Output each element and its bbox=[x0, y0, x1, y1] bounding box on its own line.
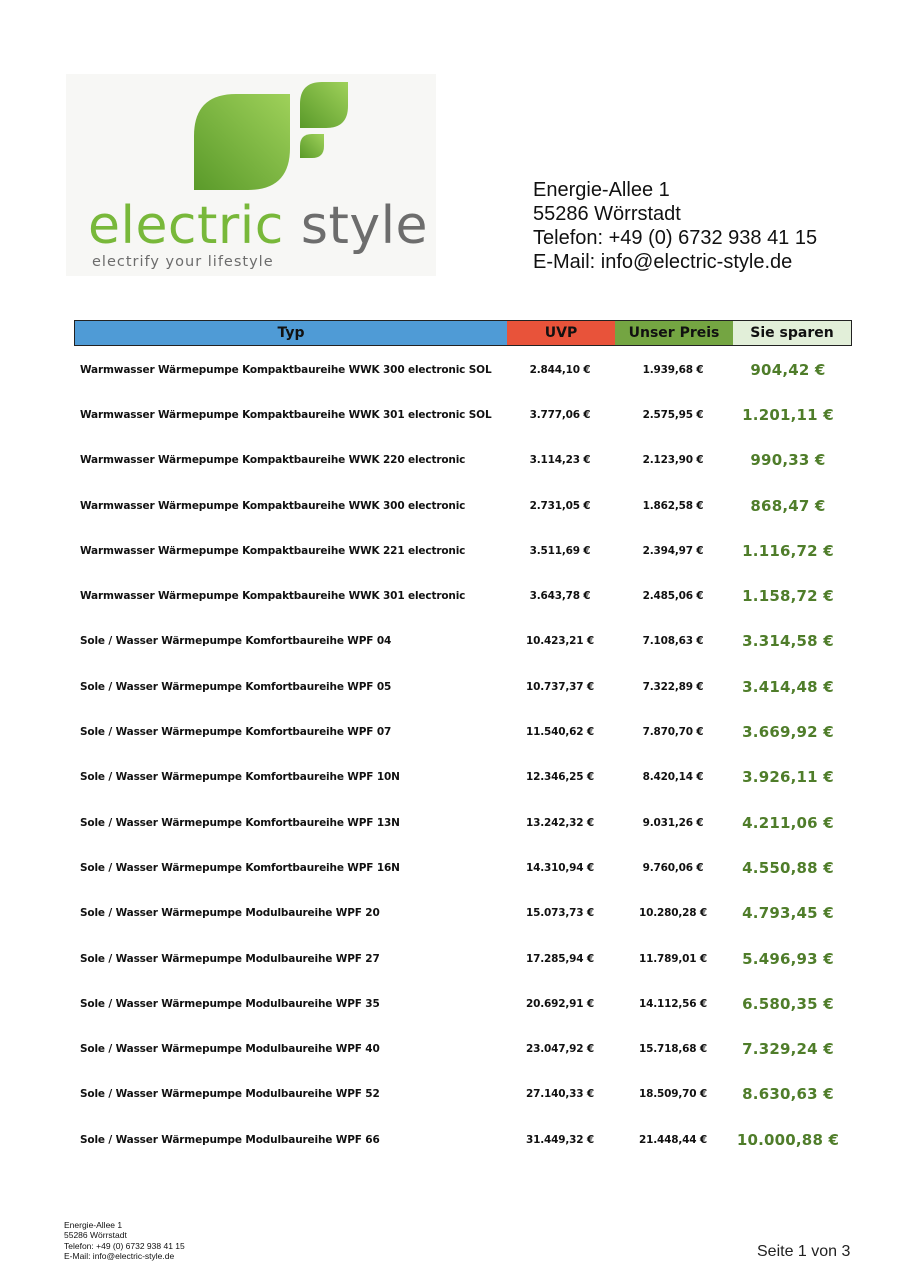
footer-street: Energie-Allee 1 bbox=[64, 1220, 123, 1230]
page-number: Seite 1 von 3 bbox=[757, 1243, 851, 1260]
cell-typ: Warmwasser Wärmepumpe Kompaktbaureihe WWK 300 electronic SOL bbox=[80, 363, 492, 376]
table-row bbox=[74, 1072, 852, 1117]
cell-unser-preis: 7.322,89 € bbox=[642, 680, 704, 693]
cell-typ: Sole / Wasser Wärmepumpe Komfortbaureihe WPF 07 bbox=[80, 726, 392, 739]
price-table bbox=[74, 320, 852, 1162]
cell-uvp: 3.777,06 € bbox=[529, 408, 591, 421]
cell-uvp: 2.844,10 € bbox=[529, 363, 591, 376]
logo-word-electric: electric bbox=[88, 196, 284, 256]
cell-sie-sparen: 4.211,06 € bbox=[742, 813, 834, 832]
cell-typ: Sole / Wasser Wärmepumpe Modulbaureihe WPF 66 bbox=[80, 1133, 380, 1146]
cell-uvp: 10.737,37 € bbox=[526, 680, 594, 693]
address-city: 55286 Wörrstadt bbox=[533, 203, 681, 225]
cell-unser-preis: 2.123,90 € bbox=[642, 454, 704, 467]
cell-uvp: 3.643,78 € bbox=[529, 590, 591, 603]
cell-typ: Warmwasser Wärmepumpe Kompaktbaureihe WWK 301 electronic SOL bbox=[80, 408, 492, 421]
cell-sie-sparen: 4.550,88 € bbox=[742, 858, 834, 877]
table-row bbox=[74, 483, 852, 528]
table-row bbox=[74, 619, 852, 664]
header-sie-sparen: Sie sparen bbox=[733, 321, 851, 345]
cell-typ: Sole / Wasser Wärmepumpe Modulbaureihe WPF 27 bbox=[80, 952, 380, 965]
cell-typ: Sole / Wasser Wärmepumpe Modulbaureihe WPF 40 bbox=[80, 1043, 380, 1056]
table-row bbox=[74, 1117, 852, 1162]
cell-unser-preis: 10.280,28 € bbox=[639, 907, 707, 920]
cell-uvp: 23.047,92 € bbox=[526, 1043, 594, 1056]
table-row bbox=[74, 1026, 852, 1071]
cell-typ: Warmwasser Wärmepumpe Kompaktbaureihe WWK 221 electronic bbox=[80, 544, 466, 557]
cell-uvp: 12.346,25 € bbox=[526, 771, 594, 784]
cell-unser-preis: 21.448,44 € bbox=[639, 1133, 707, 1146]
cell-typ: Sole / Wasser Wärmepumpe Komfortbaureihe WPF 16N bbox=[80, 861, 400, 874]
footer-city: 55286 Wörrstadt bbox=[64, 1230, 127, 1241]
address-street: Energie-Allee 1 bbox=[533, 179, 670, 201]
table-row bbox=[74, 347, 852, 392]
footer-phone: Telefon: +49 (0) 6732 938 41 15 bbox=[64, 1240, 185, 1251]
cell-sie-sparen: 3.414,48 € bbox=[742, 677, 834, 696]
cell-sie-sparen: 7.329,24 € bbox=[742, 1040, 834, 1059]
cell-unser-preis: 2.485,06 € bbox=[642, 590, 704, 603]
cell-unser-preis: 7.870,70 € bbox=[642, 726, 704, 739]
cell-uvp: 3.114,23 € bbox=[529, 454, 591, 467]
cell-sie-sparen: 990,33 € bbox=[750, 451, 826, 470]
cell-sie-sparen: 1.158,72 € bbox=[742, 587, 834, 606]
logo-wordmark bbox=[88, 196, 428, 256]
cell-sie-sparen: 8.630,63 € bbox=[742, 1085, 834, 1104]
footer-address bbox=[64, 1220, 185, 1261]
cell-unser-preis: 1.862,58 € bbox=[642, 499, 704, 512]
cell-sie-sparen: 3.926,11 € bbox=[742, 768, 834, 787]
logo-tagline: electrify your lifestyle bbox=[92, 254, 274, 270]
cell-uvp: 3.511,69 € bbox=[529, 544, 591, 557]
address-email: E-Mail: info@electric-style.de bbox=[533, 251, 793, 273]
cell-typ: Sole / Wasser Wärmepumpe Komfortbaureihe WPF 05 bbox=[80, 680, 392, 693]
table-header bbox=[74, 320, 852, 346]
cell-unser-preis: 18.509,70 € bbox=[639, 1088, 707, 1101]
cell-sie-sparen: 3.314,58 € bbox=[742, 632, 834, 651]
cell-unser-preis: 2.394,97 € bbox=[642, 544, 704, 557]
table-row bbox=[74, 392, 852, 437]
table-row bbox=[74, 845, 852, 890]
address-phone: Telefon: +49 (0) 6732 938 41 15 bbox=[533, 227, 818, 249]
header-unser-preis: Unser Preis bbox=[615, 321, 733, 345]
cell-unser-preis: 15.718,68 € bbox=[639, 1043, 707, 1056]
header-uvp: UVP bbox=[507, 321, 615, 345]
cell-unser-preis: 11.789,01 € bbox=[639, 952, 707, 965]
cell-uvp: 2.731,05 € bbox=[529, 499, 591, 512]
cell-typ: Warmwasser Wärmepumpe Kompaktbaureihe WWK 301 electronic bbox=[80, 590, 466, 603]
cell-uvp: 27.140,33 € bbox=[526, 1088, 594, 1101]
logo-word-style: style bbox=[300, 196, 429, 256]
cell-unser-preis: 8.420,14 € bbox=[642, 771, 704, 784]
cell-sie-sparen: 10.000,88 € bbox=[736, 1130, 840, 1149]
table-row bbox=[74, 800, 852, 845]
cell-typ: Sole / Wasser Wärmepumpe Komfortbaureihe WPF 10N bbox=[80, 771, 400, 784]
company-address bbox=[533, 178, 817, 274]
cell-sie-sparen: 904,42 € bbox=[750, 360, 826, 379]
cell-uvp: 13.242,32 € bbox=[526, 816, 594, 829]
cell-uvp: 31.449,32 € bbox=[526, 1133, 594, 1146]
cell-uvp: 10.423,21 € bbox=[526, 635, 594, 648]
table-row bbox=[74, 709, 852, 754]
cell-sie-sparen: 4.793,45 € bbox=[742, 904, 834, 923]
table-row bbox=[74, 528, 852, 573]
cell-sie-sparen: 3.669,92 € bbox=[742, 723, 834, 742]
cell-uvp: 11.540,62 € bbox=[526, 726, 594, 739]
cell-sie-sparen: 1.201,11 € bbox=[742, 405, 834, 424]
cell-typ: Warmwasser Wärmepumpe Kompaktbaureihe WWK 220 electronic bbox=[80, 454, 466, 467]
cell-unser-preis: 9.760,06 € bbox=[642, 861, 704, 874]
cell-typ: Warmwasser Wärmepumpe Kompaktbaureihe WWK 300 electronic bbox=[80, 499, 466, 512]
table-row bbox=[74, 573, 852, 618]
table-row bbox=[74, 891, 852, 936]
cell-typ: Sole / Wasser Wärmepumpe Komfortbaureihe WPF 13N bbox=[80, 816, 400, 829]
table-row bbox=[74, 981, 852, 1026]
cell-typ: Sole / Wasser Wärmepumpe Modulbaureihe WPF 35 bbox=[80, 997, 380, 1010]
cell-typ: Sole / Wasser Wärmepumpe Modulbaureihe WPF 52 bbox=[80, 1088, 380, 1101]
cell-uvp: 14.310,94 € bbox=[526, 861, 594, 874]
table-row bbox=[74, 755, 852, 800]
cell-sie-sparen: 1.116,72 € bbox=[742, 541, 834, 560]
footer-email: E-Mail: info@electric-style.de bbox=[64, 1250, 175, 1261]
cell-uvp: 15.073,73 € bbox=[526, 907, 594, 920]
cell-uvp: 17.285,94 € bbox=[526, 952, 594, 965]
table-row bbox=[74, 936, 852, 981]
cell-typ: Sole / Wasser Wärmepumpe Modulbaureihe WPF 20 bbox=[80, 907, 380, 920]
company-logo bbox=[66, 74, 436, 276]
table-body bbox=[74, 347, 852, 1162]
cell-uvp: 20.692,91 € bbox=[526, 997, 594, 1010]
cell-unser-preis: 1.939,68 € bbox=[642, 363, 704, 376]
cell-sie-sparen: 5.496,93 € bbox=[742, 949, 834, 968]
cell-sie-sparen: 868,47 € bbox=[750, 496, 826, 515]
header-typ: Typ bbox=[75, 321, 507, 345]
cell-typ: Sole / Wasser Wärmepumpe Komfortbaureihe WPF 04 bbox=[80, 635, 392, 648]
cell-unser-preis: 7.108,63 € bbox=[642, 635, 704, 648]
cell-unser-preis: 9.031,26 € bbox=[642, 816, 704, 829]
cell-unser-preis: 14.112,56 € bbox=[639, 997, 707, 1010]
table-row bbox=[74, 438, 852, 483]
cell-sie-sparen: 6.580,35 € bbox=[742, 994, 834, 1013]
table-row bbox=[74, 664, 852, 709]
cell-unser-preis: 2.575,95 € bbox=[642, 408, 704, 421]
